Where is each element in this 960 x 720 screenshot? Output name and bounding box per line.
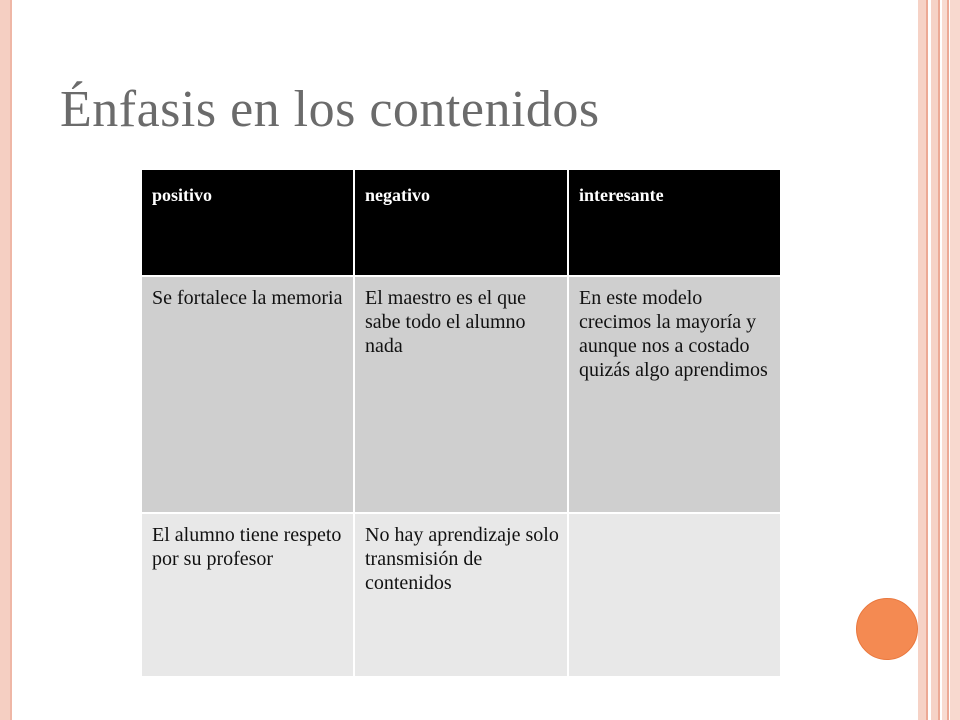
left-border-band <box>0 0 10 720</box>
decorative-orange-circle <box>856 598 918 660</box>
header-interesante: interesante <box>568 169 781 276</box>
right-border-line <box>926 0 928 720</box>
right-border-line <box>938 0 940 720</box>
table-cell: El alumno tiene respeto por su profesor <box>141 513 354 677</box>
header-negativo: negativo <box>354 169 568 276</box>
table-cell: No hay aprendizaje solo transmisión de contenidos <box>354 513 568 677</box>
right-border-band <box>931 0 938 720</box>
comparison-table <box>140 168 782 678</box>
left-border-line <box>10 0 12 720</box>
table-row <box>141 276 781 513</box>
table-cell: Se fortalece la memoria <box>141 276 354 513</box>
table-header-row <box>141 169 781 276</box>
header-positivo: positivo <box>141 169 354 276</box>
table-row <box>141 513 781 677</box>
right-border-band <box>918 0 926 720</box>
slide-title: Énfasis en los contenidos <box>60 81 600 138</box>
right-border-band <box>950 0 960 720</box>
table-cell: El maestro es el que sabe todo el alumno nada <box>354 276 568 513</box>
right-border-line <box>947 0 949 720</box>
table-cell <box>568 513 781 677</box>
table-cell: En este modelo crecimos la mayoría y aunque nos a costado quizás algo aprendimos <box>568 276 781 513</box>
